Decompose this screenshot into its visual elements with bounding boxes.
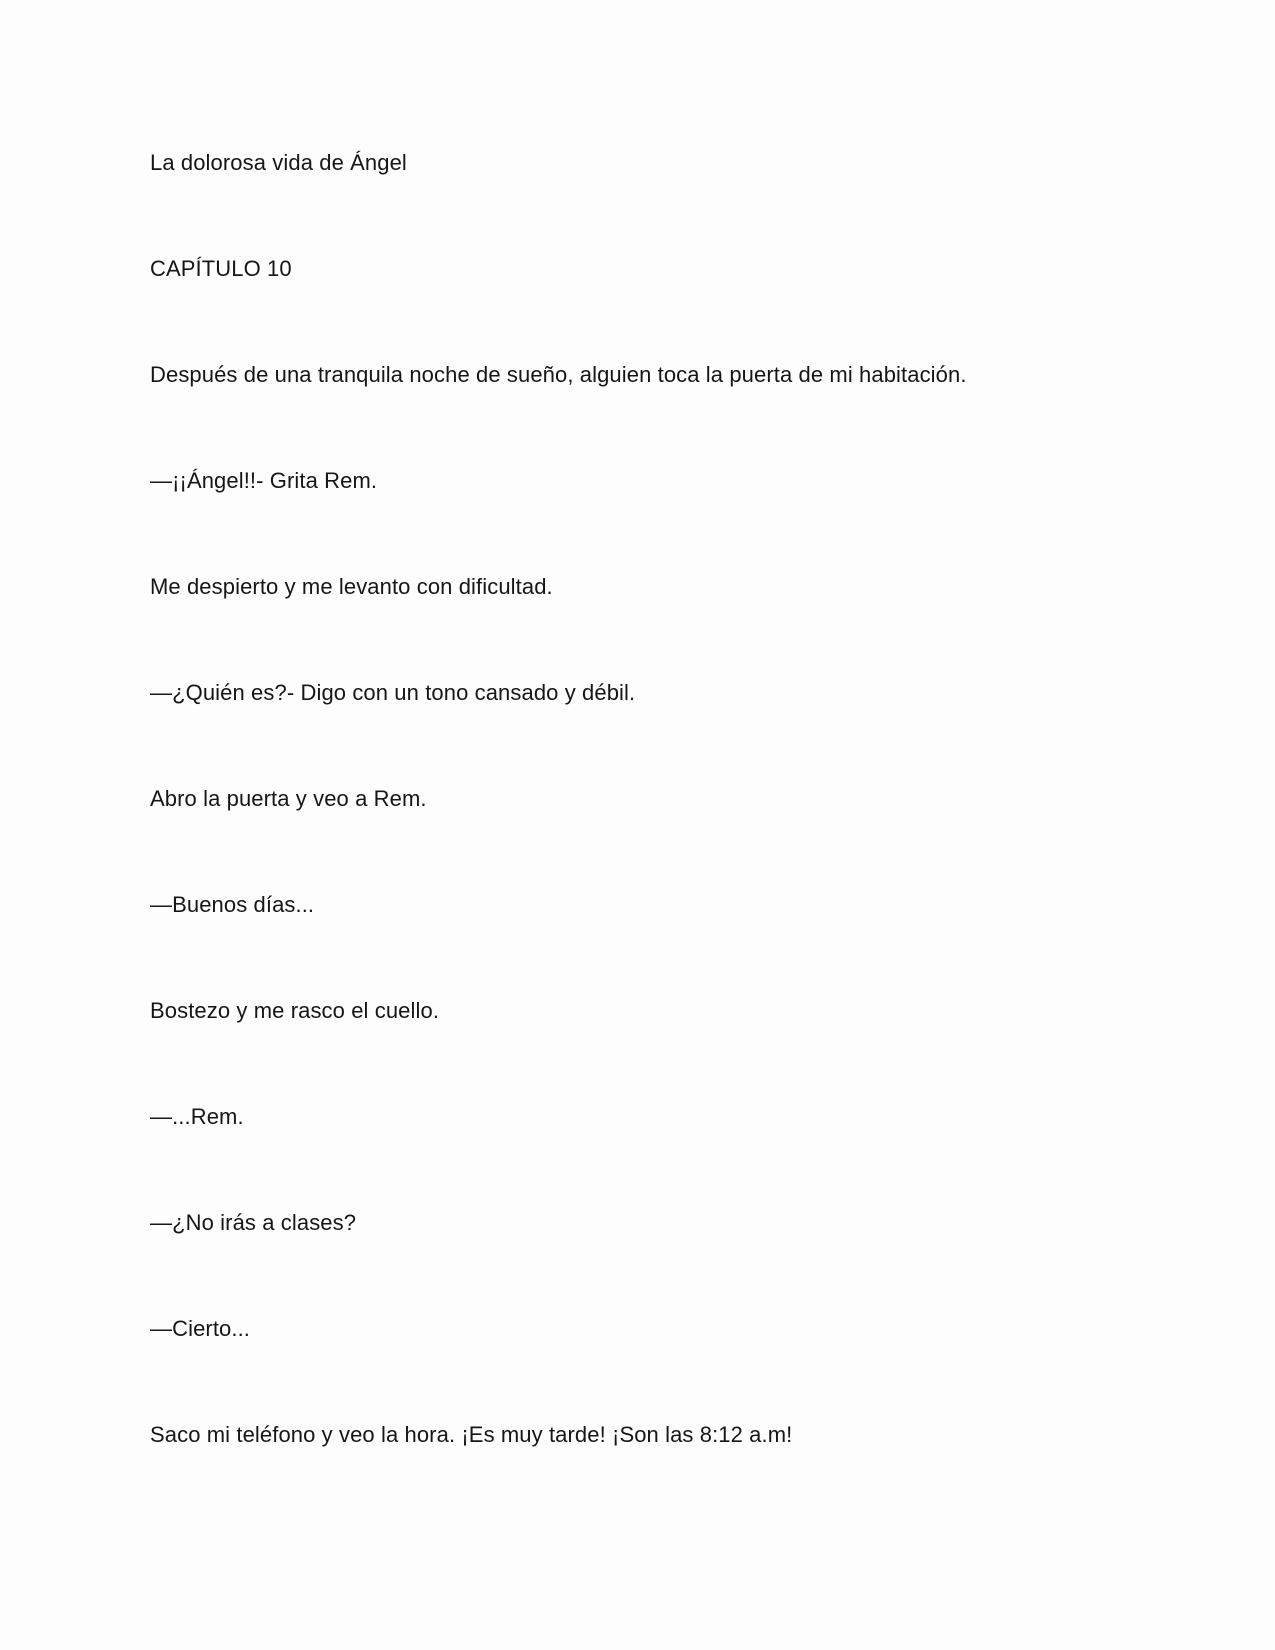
document-title: La dolorosa vida de Ángel: [150, 150, 407, 175]
paragraph: —...Rem.: [150, 1104, 244, 1129]
paragraph: Saco mi teléfono y veo la hora. ¡Es muy tarde! ¡Son las 8:12 a.m!: [150, 1422, 793, 1447]
chapter-heading: CAPÍTULO 10: [150, 256, 292, 281]
paragraph: Después de una tranquila noche de sueño, alguien toca la puerta de mi habitación.: [150, 362, 967, 387]
paragraph: Me despierto y me levanto con dificultad.: [150, 574, 553, 599]
paragraph: —¿No irás a clases?: [150, 1210, 357, 1235]
paragraph: —¿Quién es?- Digo con un tono cansado y débil.: [150, 680, 636, 705]
paragraph: —Buenos días...: [150, 892, 315, 917]
paragraph: Bostezo y me rasco el cuello.: [150, 998, 440, 1023]
paragraph: —Cierto...: [150, 1316, 251, 1341]
paragraph: Abro la puerta y veo a Rem.: [150, 786, 427, 811]
paragraph: —¡¡Ángel!!- Grita Rem.: [150, 468, 378, 493]
